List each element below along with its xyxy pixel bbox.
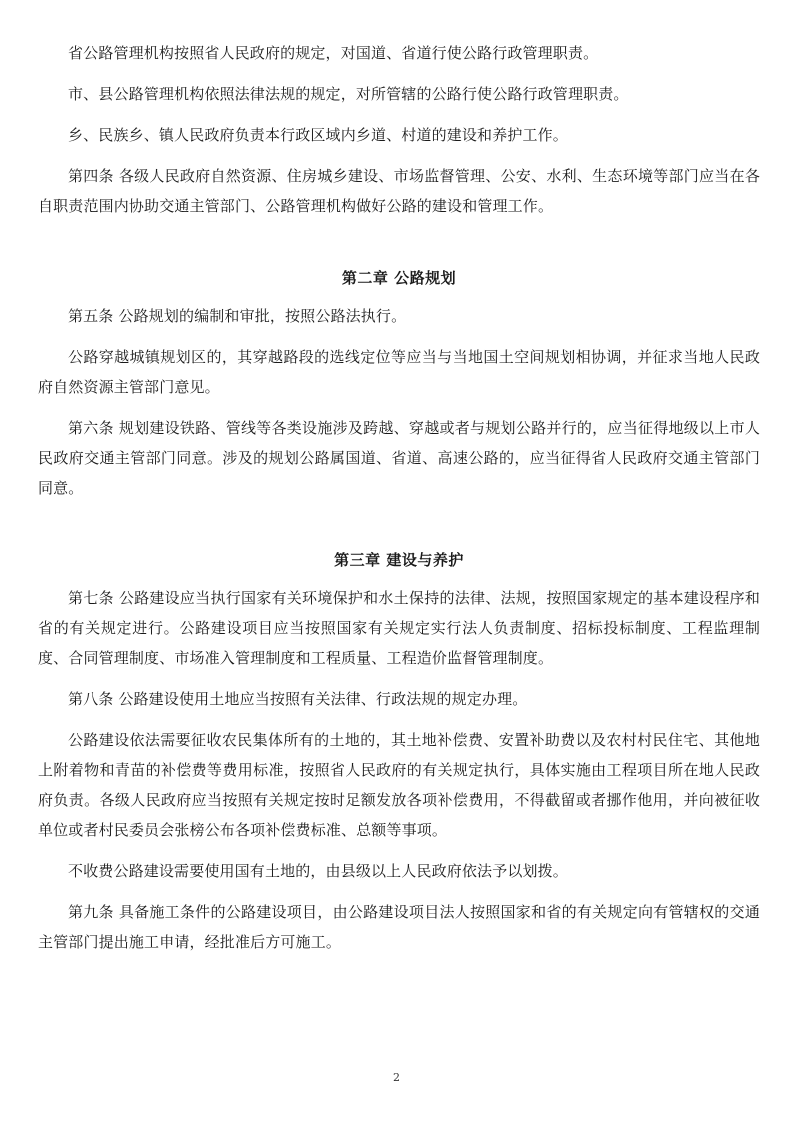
paragraph: 公路穿越城镇规划区的，其穿越路段的选线定位等应当与当地国土空间规划相协调，并征求当地人民政府自然资源主管部门意见。	[38, 348, 760, 396]
paragraph: 公路建设依法需要征收农民集体所有的土地的，其土地补偿费、安置补助费以及农村村民住宅、其他地上附着物和青苗的补偿费等费用标准，按照省人民政府的有关规定执行，具体实施由工程项目所在地人民政府负责。各级人民政府应当按照有关规定按时足额发放各项补偿费用，不得截留或者挪作他用，并向被征收单位或者村民委员会张榜公布各项补偿费标准、总额等事项。	[38, 731, 760, 839]
chapter-heading: 第三章 建设与养护	[334, 551, 464, 569]
paragraph: 第四条 各级人民政府自然资源、住房城乡建设、市场监督管理、公安、水利、生态环境等部门应当在各自职责范围内协助交通主管部门、公路管理机构做好公路的建设和管理工作。	[38, 167, 760, 215]
paragraph: 第七条 公路建设应当执行国家有关环境保护和水土保持的法律、法规，按照国家规定的基本建设程序和省的有关规定进行。公路建设项目应当按照国家有关规定实行法人负责制度、招标投标制度、工程监理制度、合同管理制度、市场准入管理制度和工程质量、工程造价监督管理制度。	[38, 589, 760, 667]
paragraph: 第九条 具备施工条件的公路建设项目，由公路建设项目法人按照国家和省的有关规定向有管辖权的交通主管部门提出施工申请，经批准后方可施工。	[38, 903, 760, 951]
paragraph: 市、县公路管理机构依照法律法规的规定，对所管辖的公路行使公路行政管理职责。	[68, 85, 629, 103]
paragraph: 不收费公路建设需要使用国有土地的，由县级以上人民政府依法予以划拨。	[68, 862, 568, 880]
page-number: 2	[393, 1071, 400, 1084]
document-body	[38, 38, 760, 957]
paragraph: 省公路管理机构按照省人民政府的规定，对国道、省道行使公路行政管理职责。	[68, 44, 599, 62]
chapter-heading: 第二章 公路规划	[341, 269, 457, 287]
paragraph: 第八条 公路建设使用土地应当按照有关法律、行政法规的规定办理。	[68, 690, 528, 708]
paragraph: 第六条 规划建设铁路、管线等各类设施涉及跨越、穿越或者与规划公路并行的，应当征得地级以上市人民政府交通主管部门同意。涉及的规划公路属国道、省道、高速公路的，应当征得省人民政府交通主管部门同意。	[38, 419, 760, 497]
paragraph: 第五条 公路规划的编制和审批，按照公路法执行。	[68, 307, 407, 325]
paragraph: 乡、民族乡、镇人民政府负责本行政区域内乡道、村道的建设和养护工作。	[68, 126, 568, 144]
